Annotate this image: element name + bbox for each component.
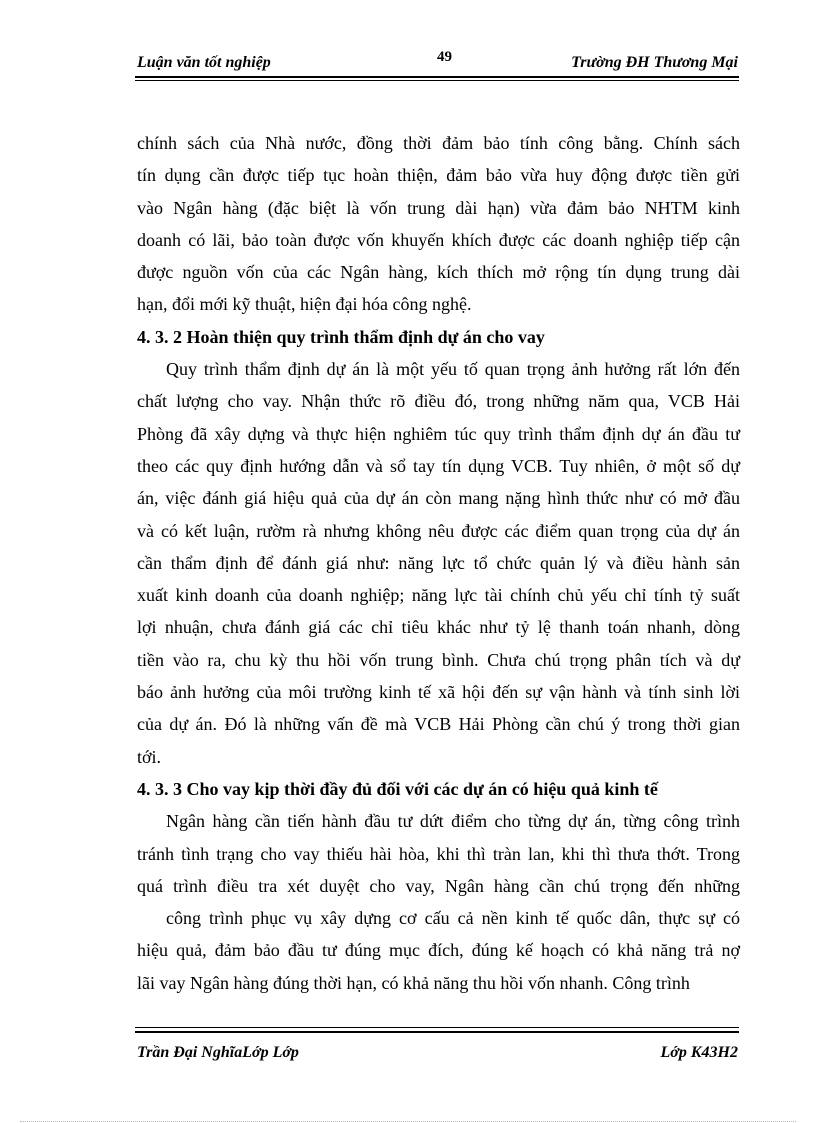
text-line: hiệu quả, đảm bảo đầu tư đúng mục đích, đúng kế hoạch có khả năng trả nợ xyxy=(137,940,740,961)
page-bottom-dotted-border xyxy=(20,1121,796,1122)
text-line: báo ảnh hưởng của môi trường kinh tế xã hội đến sự vận hành và tính sinh lời xyxy=(137,682,740,703)
text-line: tránh tình trạng cho vay thiếu hài hòa, khi thì tràn lan, khi thì thưa thớt. Trong xyxy=(137,843,740,864)
text-line: lãi vay Ngân hàng đúng thời hạn, có khả năng thu hồi vốn nhanh. Công trình xyxy=(137,972,690,993)
text-line: doanh có lãi, bảo toàn được vốn khuyến khích được các doanh nghiệp tiếp cận xyxy=(137,229,740,250)
paragraph-appraisal-process xyxy=(137,353,740,773)
text-line: cần thẩm định để đánh giá như: năng lực tổ chức quản lý và điều hành sản xyxy=(137,552,740,573)
paragraph-credit-policy xyxy=(137,127,740,321)
text-line: chất lượng cho vay. Nhận thức rõ điều đó, trong những năm qua, VCB Hải xyxy=(137,391,740,412)
text-line: theo các quy định hướng dẫn và sổ tay tín dụng VCB. Tuy nhiên, ở một số dự xyxy=(137,455,740,476)
text-line: Phòng đã xây dựng và thực hiện nghiêm túc quy trình thẩm định dự án đầu tư xyxy=(137,423,740,444)
section-heading-4-3-2: 4. 3. 2 Hoàn thiện quy trình thẩm định dự án cho vay xyxy=(137,326,545,347)
page-number: 49 xyxy=(437,49,452,65)
text-line: án, việc đánh giá hiệu quả của dự án còn mang nặng hình thức như có mở đầu xyxy=(137,488,740,509)
paragraph-priority-projects xyxy=(137,902,740,999)
text-line: Quy trình thẩm định dự án là một yếu tố quan trọng ảnh hưởng rất lớn đến xyxy=(166,359,740,380)
footer-rule-thin xyxy=(135,1027,739,1028)
text-line: quá trình điều tra xét duyệt cho vay, Ngân hàng cần chú trọng đến những xyxy=(137,875,740,896)
text-line: hạn, đổi mới kỹ thuật, hiện đại hóa công nghệ. xyxy=(137,294,472,315)
header-university: Trường ĐH Thương Mại xyxy=(571,54,738,71)
body-text xyxy=(137,127,740,999)
text-line: tiền vào ra, chu kỳ thu hồi vốn trung bình. Chưa chú trọng phân tích và dự xyxy=(137,649,740,670)
text-line: được nguồn vốn của các Ngân hàng, kích thích mở rộng tín dụng trung dài xyxy=(137,262,740,283)
text-line: vào Ngân hàng (đặc biệt là vốn trung dài hạn) vừa đảm bảo NHTM kinh xyxy=(137,197,740,218)
text-line: Ngân hàng cần tiến hành đầu tư dứt điểm cho từng dự án, từng công trình xyxy=(166,811,740,832)
footer-class-code: Lớp K43H2 xyxy=(660,1044,738,1061)
text-line: công trình phục vụ xây dựng cơ cấu cả nền kinh tế quốc dân, thực sự có xyxy=(166,908,740,929)
footer-author-class: Trần Đại NghĩaLớp Lớp xyxy=(137,1044,299,1061)
text-line: và có kết luận, rườm rà nhưng không nêu được các điểm quan trọng của dự án xyxy=(137,520,740,541)
text-line: xuất kinh doanh của doanh nghiệp; năng lực tài chính chủ yếu chỉ tính tỷ suất xyxy=(137,585,740,606)
text-line: của dự án. Đó là những vấn đề mà VCB Hải Phòng cần chú ý trong thời gian xyxy=(137,714,740,735)
paragraph-timely-lending xyxy=(137,805,740,902)
header-thesis-title: Luận văn tốt nghiệp xyxy=(137,54,271,71)
header-rule-thick xyxy=(135,76,739,78)
text-line: tới. xyxy=(137,746,162,767)
footer-rule-thick xyxy=(135,1031,739,1033)
section-heading-4-3-3: 4. 3. 3 Cho vay kịp thời đầy đủ đối với các dự án có hiệu quả kinh tế xyxy=(137,778,658,799)
text-line: lợi nhuận, chưa đánh giá các chỉ tiêu khác như tỷ lệ thanh toán nhanh, dòng xyxy=(137,617,740,638)
header-rule-thin xyxy=(135,80,739,81)
text-line: chính sách của Nhà nước, đồng thời đảm bảo tính công bằng. Chính sách xyxy=(137,133,740,153)
text-line: tín dụng cần được tiếp tục hoàn thiện, đảm bảo vừa huy động được tiền gửi xyxy=(137,165,740,186)
